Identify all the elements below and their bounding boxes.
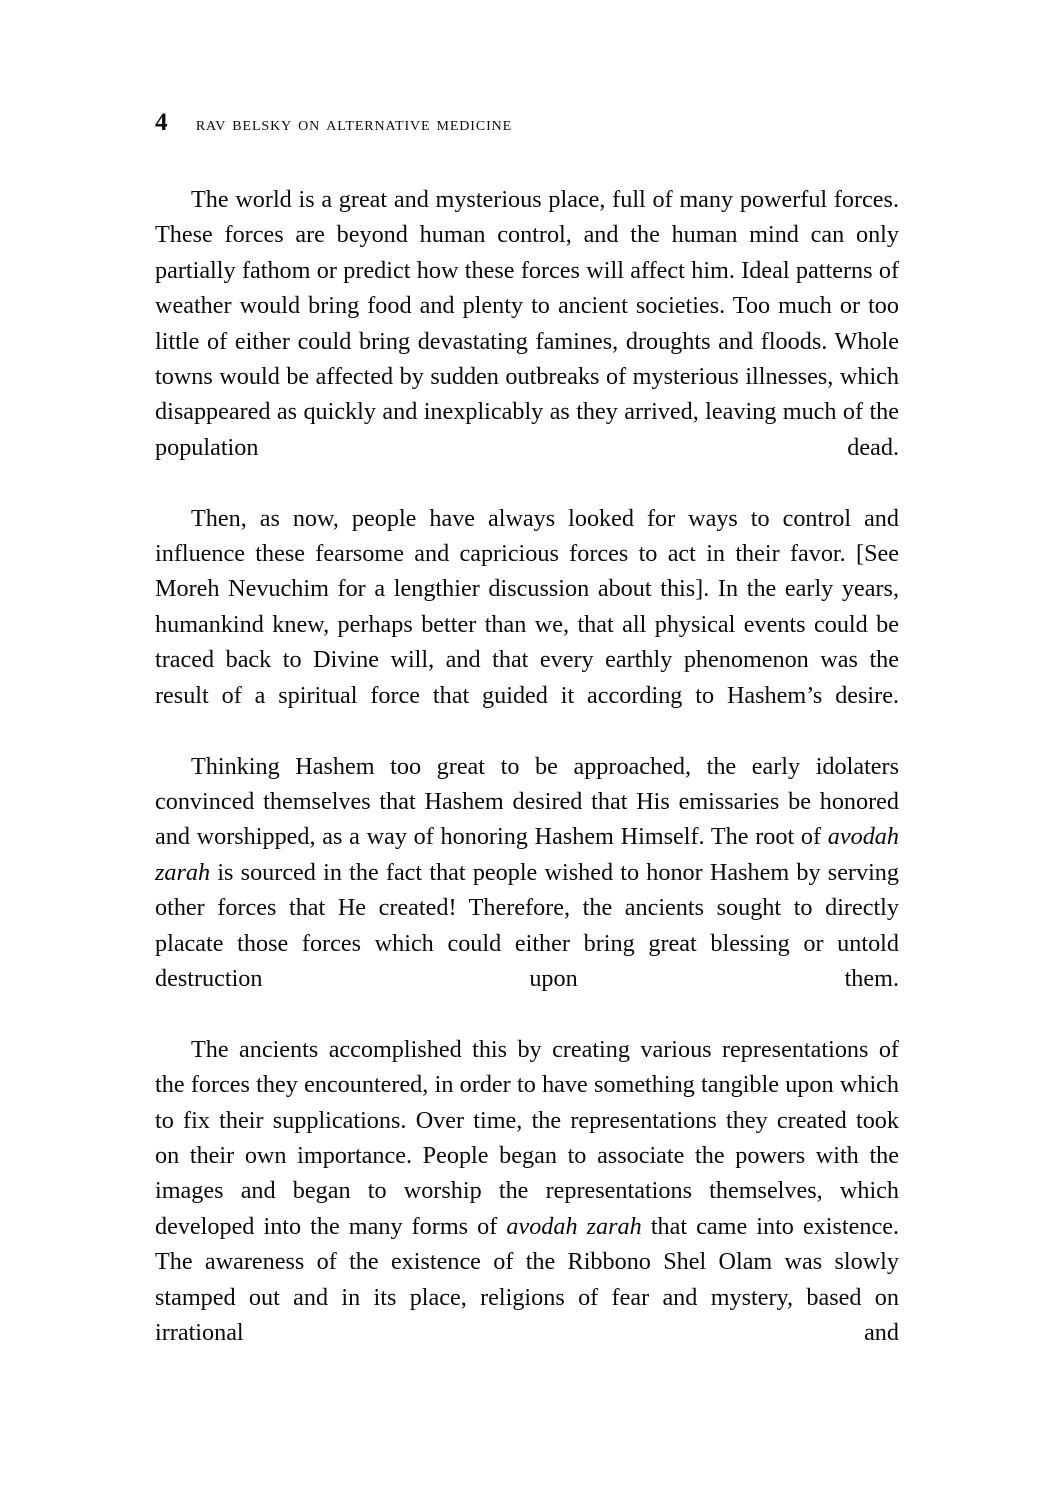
paragraph — [155, 182, 899, 501]
text-run: that came into existence. The awareness of the existence of the Ribbono Shel Olam was slowly stamped out and in its place, religions of fear and mystery, based on irrational and — [155, 1212, 900, 1346]
text-run: The ancients accomplished this by creating various representations of the forces they encountered, in order to have something tangible upon which to fix their supplications. Over time, the representations they created took on their own importance. People began to associate the powers with the images and began to worship the representations themselves, which developed into the many forms of — [155, 1035, 899, 1240]
running-head — [155, 110, 900, 135]
body-text-block — [155, 182, 899, 1386]
text-run: Thinking Hashem too great to be approached, the early idolaters convinced themselves that Hashem desired that His emissaries be honored and worshipped, as a way of honoring Hashem Himself. The root of — [155, 752, 899, 851]
page-number: 4 — [155, 109, 168, 136]
running-head-title: rav belsky on alternative medicine — [195, 113, 513, 135]
paragraph — [155, 1032, 899, 1386]
paragraph — [155, 749, 899, 1032]
italic-term: avodah zarah — [155, 823, 899, 886]
paragraph — [155, 501, 899, 749]
text-run: Then, as now, people have always looked for ways to control and influence these fearsome and capricious forces to act in their favor. [See Moreh Nevuchim for a lengthier discussion about this]. In the early years, humankind knew, perhaps better than we, that all physical events could be traced back to Divine will, and that every earthly phenomenon was the result of a spiritual force that guided it according to Hashem’s desire. — [155, 504, 899, 709]
italic-term: avodah zarah — [506, 1212, 642, 1240]
text-run: is sourced in the fact that people wished to honor Hashem by serving other forces that He created! Therefore, the ancients sought to directly placate those forces which could either bring great blessing or untold destruction upon them. — [155, 858, 899, 992]
text-run: The world is a great and mysterious place, full of many powerful forces. These forces are beyond human control, and the human mind can only partially fathom or predict how these forces will affect him. Ideal patterns of weather would bring food and plenty to ancient societies. Too much or too little of either could bring devastating famines, droughts and floods. Whole towns would be affected by sudden outbreaks of mysterious illnesses, which disappeared as quickly and inexplicably as they arrived, leaving much of the population dead. — [155, 186, 899, 461]
